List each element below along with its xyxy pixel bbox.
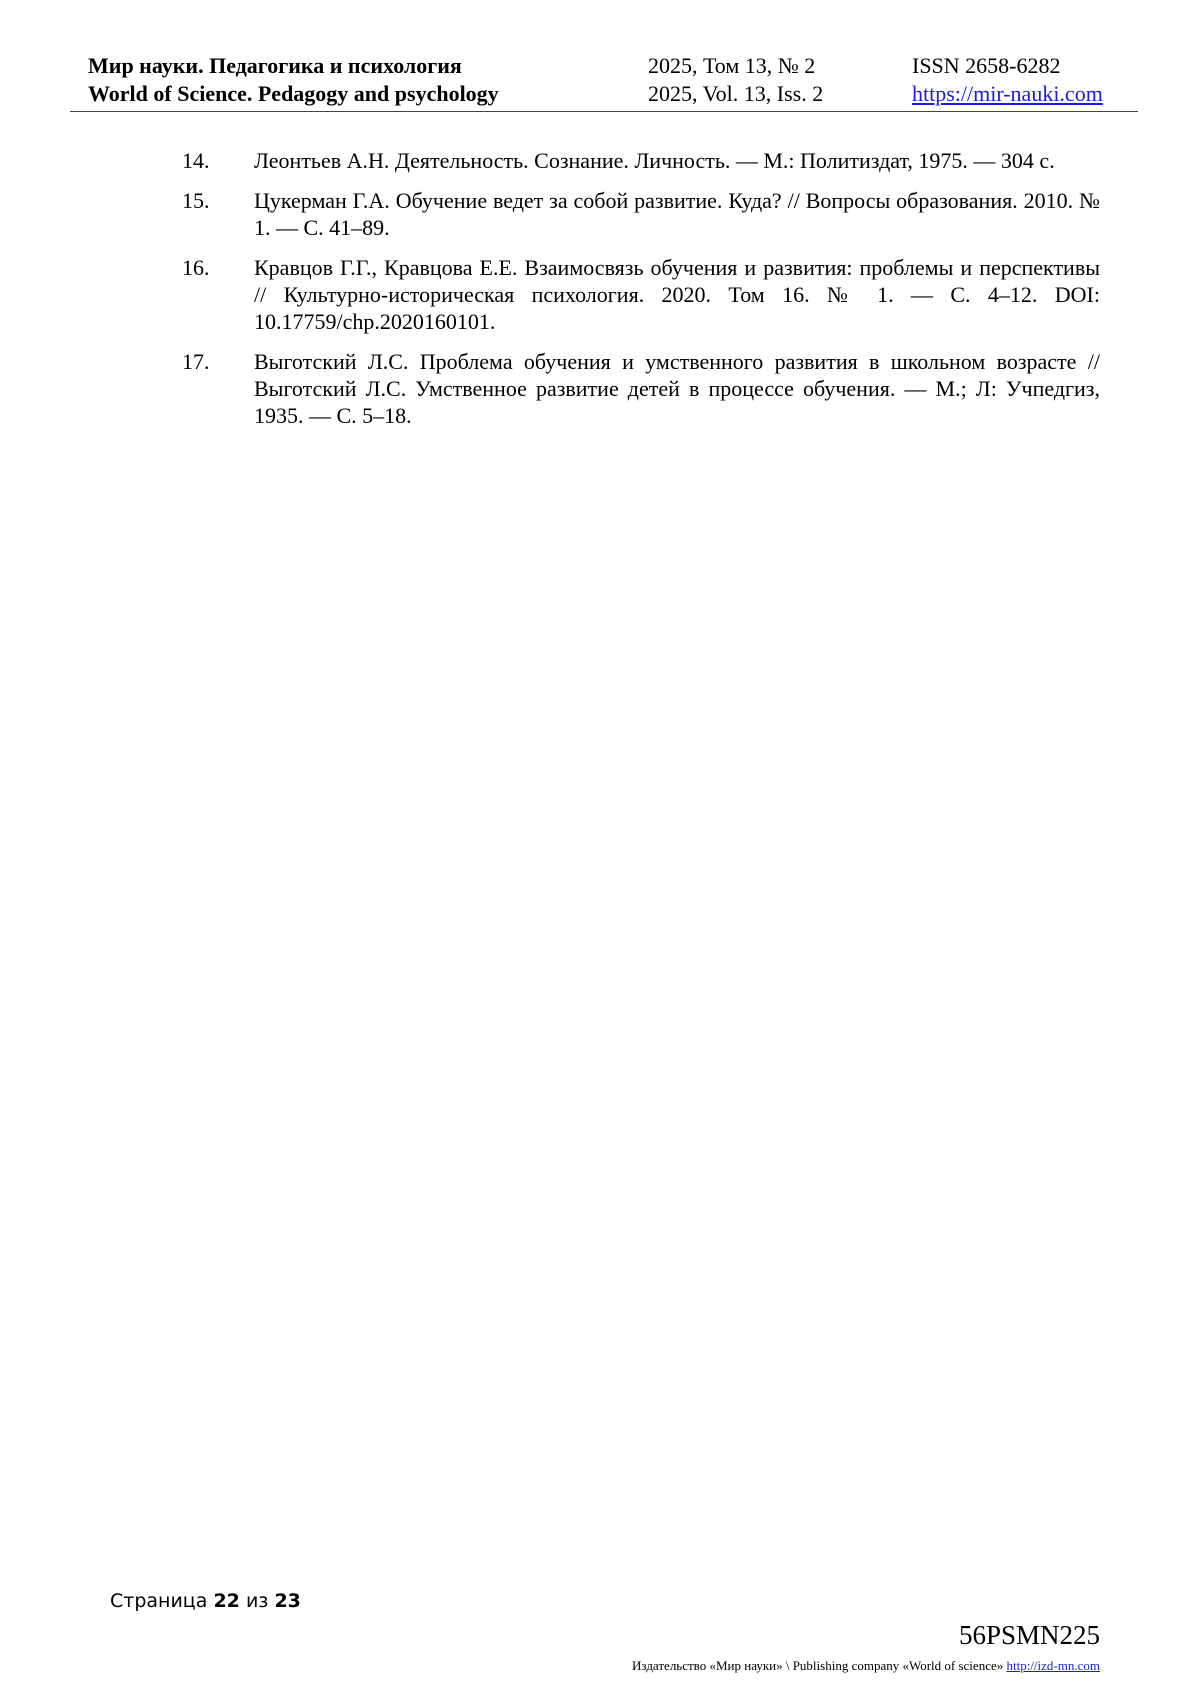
reference-text: Цукерман Г.А. Обучение ведет за собой развитие. Куда? // Вопросы образования. 2010. № 1. — С. 41–89. [254,188,1100,240]
page-total: 23 [274,1590,301,1612]
reference-number: 16. [182,255,210,280]
journal-url-link[interactable]: https://mir-nauki.com [912,81,1103,106]
header-divider [70,111,1138,112]
of-word: из [245,1590,269,1612]
reference-list [182,147,1100,442]
reference-item [182,187,1100,241]
publisher-text: Издательство «Мир науки» \ Publishing company «World of science» [632,1658,1004,1673]
reference-text: Леонтьев А.Н. Деятельность. Сознание. Личность. — М.: Политиздат, 1975. — 304 с. [254,148,1055,173]
reference-text: Кравцов Г.Г., Кравцова Е.Е. Взаимосвязь обучения и развития: проблемы и перспективы // Культурно-историческая психология. 2020. Том 16. № 1. — С. 4–12. DOI: 10.17759/chp.2020160101. [254,255,1100,334]
journal-title-en: World of Science. Pedagogy and psychology [88,81,499,106]
reference-number: 14. [182,148,210,173]
journal-title [88,52,499,108]
issue-info-ru: 2025, Том 13, № 2 [648,53,816,78]
article-code: 56PSMN225 [958,1620,1100,1650]
reference-number: 17. [182,349,210,374]
reference-item [182,348,1100,429]
reference-item [182,254,1100,335]
reference-item [182,147,1100,174]
reference-text: Выготский Л.С. Проблема обучения и умственного развития в школьном возрасте // Выготский Л.С. Умственное развитие детей в процессе обучения. — М.; Л: Учпедгиз, 1935. — С. 5–18. [254,349,1100,428]
page-current: 22 [213,1590,240,1612]
publisher-url-link[interactable]: http://izd-mn.com [1006,1658,1100,1673]
page-header [88,52,1120,108]
issn: ISSN 2658-6282 [912,53,1061,78]
issue-info [648,52,823,108]
reference-number: 15. [182,188,210,213]
journal-title-ru: Мир науки. Педагогика и психология [88,53,462,78]
issn-block [912,52,1103,108]
page-word: Страница [110,1590,208,1612]
issue-info-en: 2025, Vol. 13, Iss. 2 [648,81,824,106]
publisher-line [632,1658,1100,1674]
page-counter [110,1590,301,1612]
